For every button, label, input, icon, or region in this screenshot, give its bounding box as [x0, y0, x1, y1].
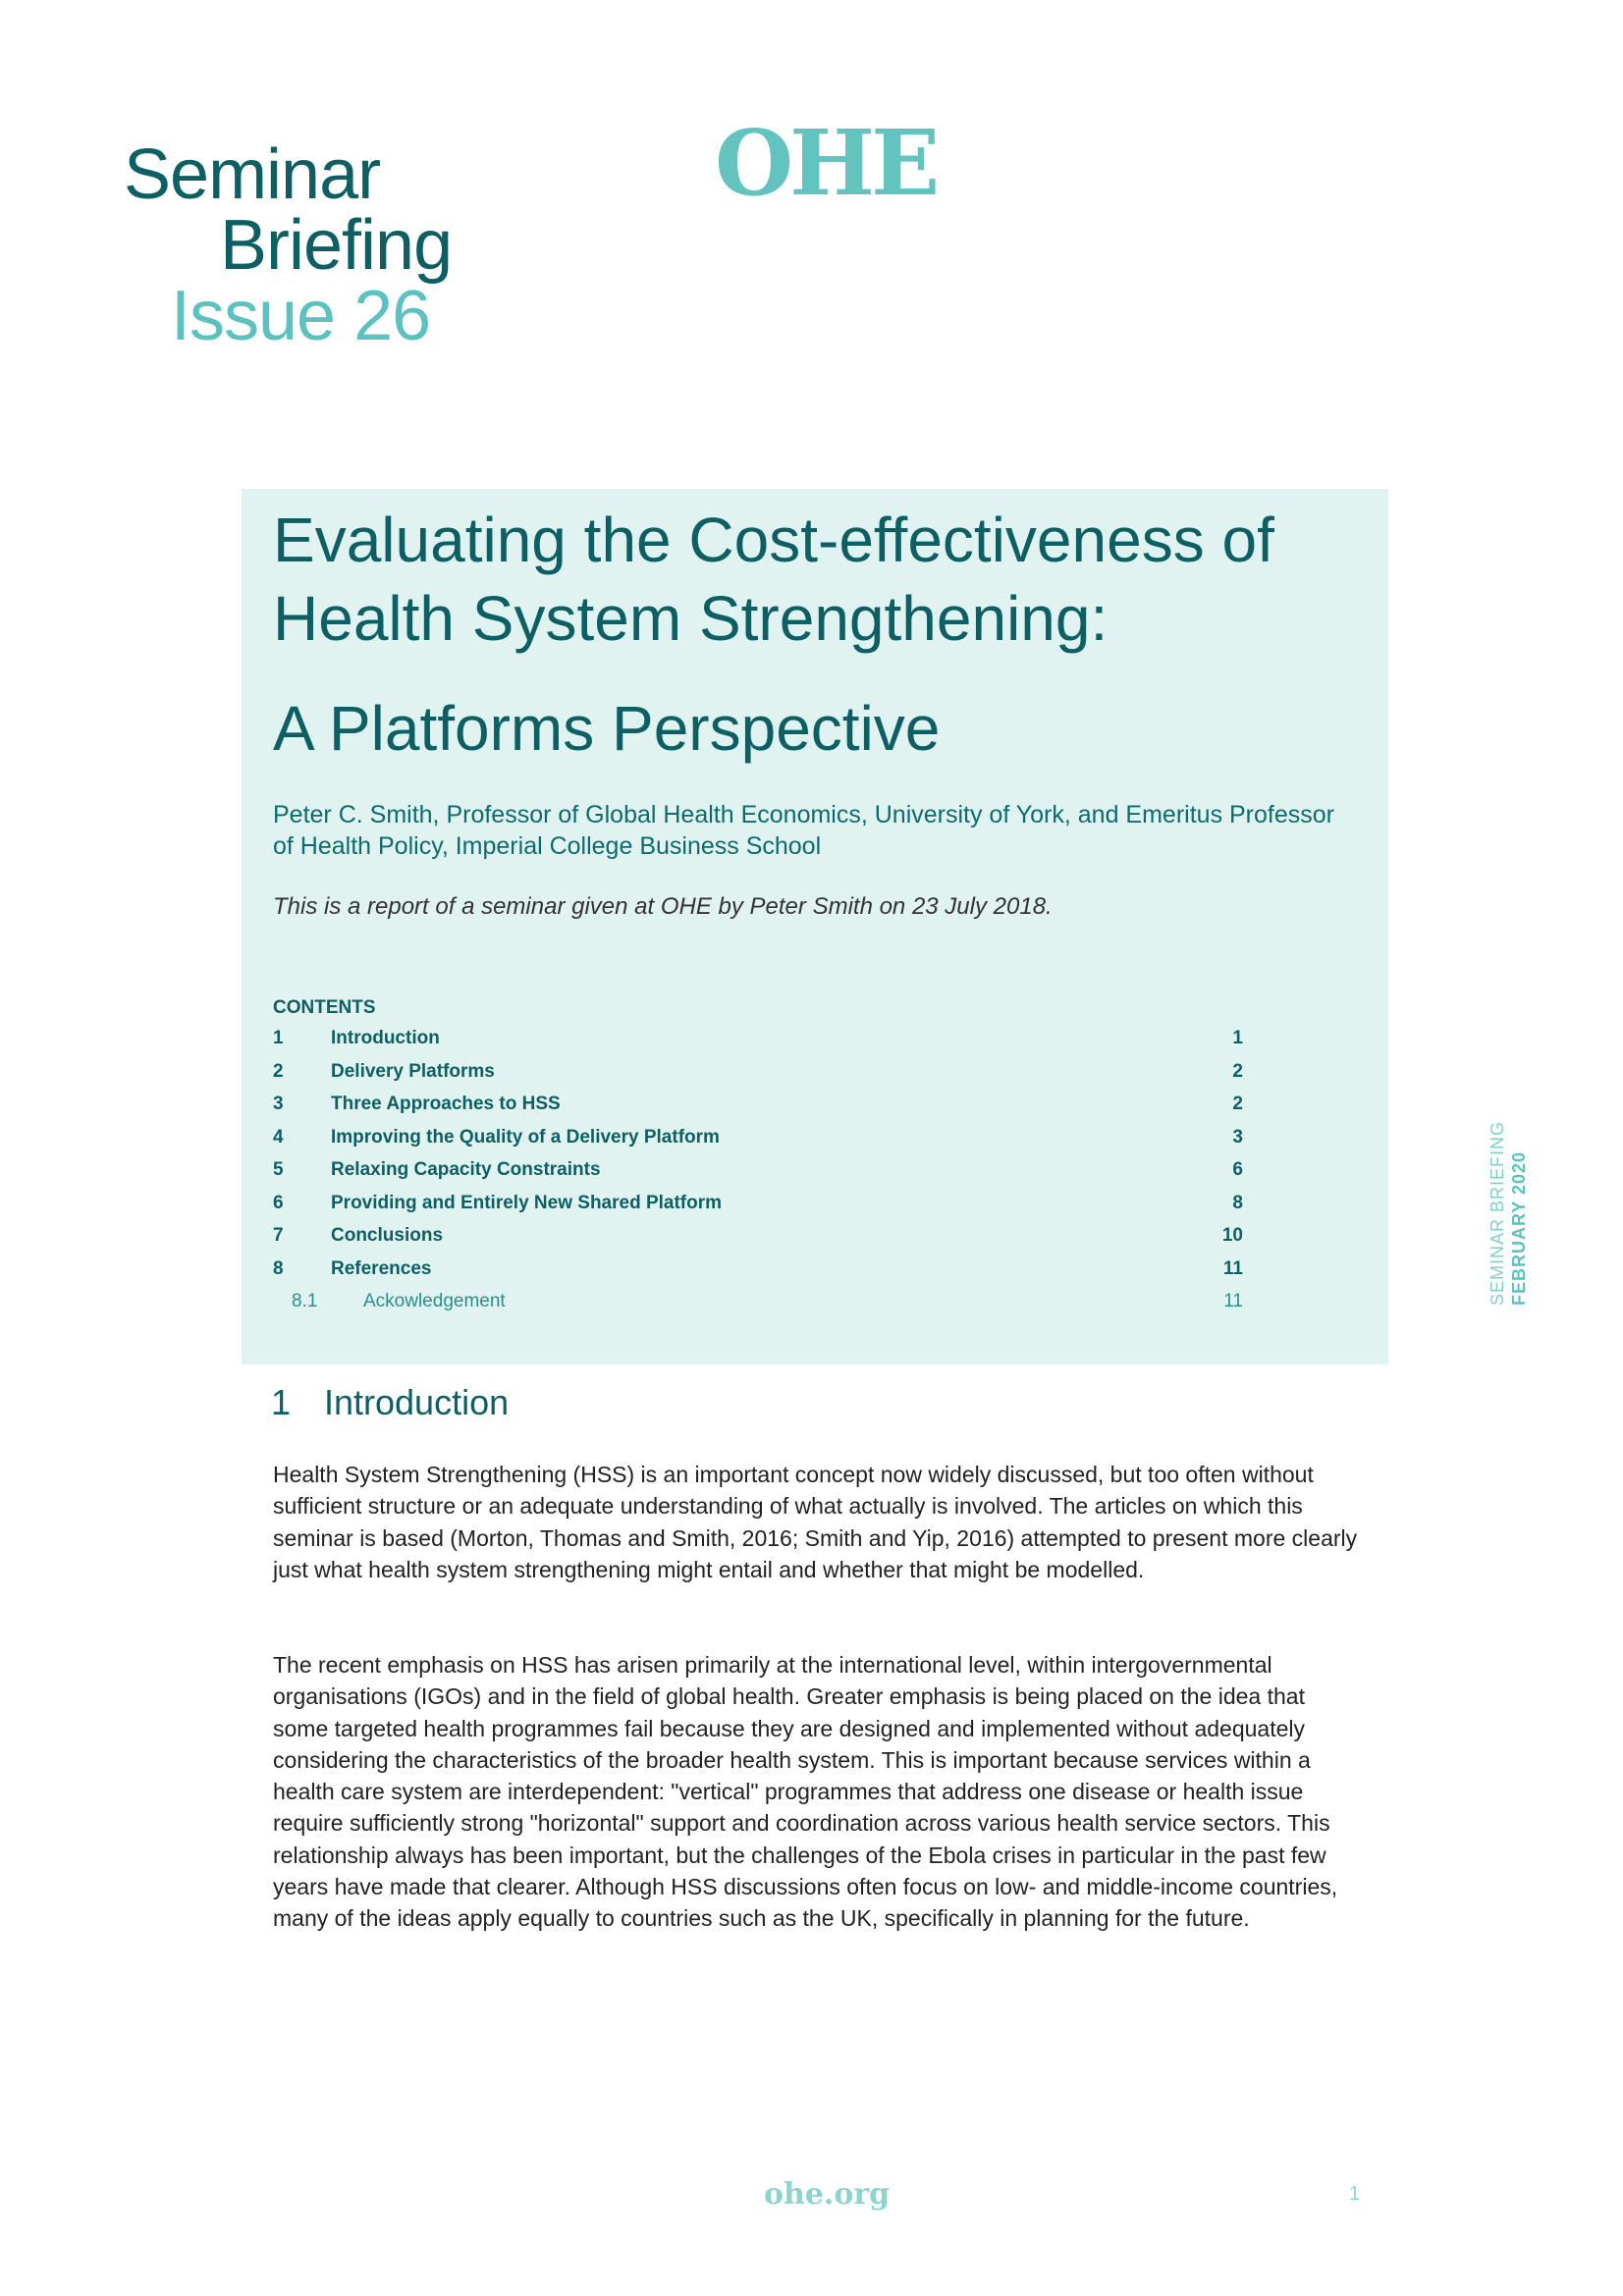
toc-entry-page: 8	[1232, 1192, 1243, 1213]
toc-entry-number: 2	[273, 1060, 284, 1082]
toc-entry-number: 4	[273, 1126, 284, 1148]
toc-entry[interactable]	[273, 1225, 1243, 1257]
toc-entry-label: Providing and Entirely New Shared Platform	[331, 1192, 723, 1213]
toc-entry-label: Three Approaches to HSS	[331, 1094, 561, 1114]
toc-entry-number: 6	[273, 1192, 284, 1213]
footer-url[interactable]: ohe.org	[764, 2177, 891, 2212]
toc-entry-number: 5	[273, 1159, 284, 1180]
toc-entry[interactable]	[273, 1094, 1243, 1126]
side-label-date: FEBRUARY 2020	[1509, 1150, 1529, 1306]
masthead-briefing: Briefing	[220, 206, 453, 285]
side-label	[1487, 1109, 1530, 1306]
intro-paragraph-2: The recent emphasis on HSS has arisen primarily at the international level, within intergovernmental organisations (IGOs) and in the field of global health. Greater emphasis is being placed on the idea that some targeted health programmes fail because they are designed and implemented without adequately considering the characteristics of the broader health system. This is important because services within a health care system are interdependent: "vertical" programmes that address one disease or health issue require sufficiently strong "horizontal" support and coordination across various health service sectors. This relationship always has been important, but the challenges of the Ebola crises in particular in the past few years have made that clearer. Although HSS discussions often focus on low- and middle-income countries, many of the ideas apply equally to countries such as the UK, specifically in planning for the future.	[273, 1652, 1338, 1932]
toc-entry-page: 2	[1232, 1094, 1243, 1114]
toc-entry-number: 3	[273, 1094, 284, 1114]
toc-entry[interactable]	[273, 1291, 1243, 1323]
toc-entry-page: 6	[1232, 1159, 1243, 1180]
toc-entry[interactable]	[273, 1159, 1243, 1192]
toc-entry-page: 1	[1232, 1028, 1243, 1048]
toc-entry[interactable]	[273, 1258, 1243, 1291]
toc-entry-number: 1	[273, 1028, 284, 1048]
toc-entry-label: Ackowledgement	[363, 1291, 506, 1311]
contents-heading: CONTENTS	[273, 997, 376, 1018]
toc-entry-label: Introduction	[331, 1028, 440, 1048]
toc-entry-page: 3	[1232, 1126, 1243, 1148]
toc-entry-page: 11	[1222, 1257, 1243, 1279]
author-line: Peter C. Smith, Professor of Global Health Economics, University of York, and Emeritus Professor of Health Policy, Imperial College Business School	[273, 801, 1334, 860]
masthead-seminar: Seminar	[124, 135, 381, 214]
page-number: 1	[1349, 2183, 1361, 2205]
toc-entry[interactable]	[273, 1127, 1243, 1159]
toc-entry[interactable]	[273, 1028, 1243, 1060]
side-label-series: SEMINAR BRIEFING	[1488, 1120, 1507, 1306]
toc-entry-page: 10	[1221, 1225, 1243, 1246]
ohe-logo: OHE	[715, 110, 937, 216]
toc-entry[interactable]	[273, 1061, 1243, 1094]
document-subtitle: A Platforms Perspective	[273, 693, 941, 764]
toc-entry-number: 8	[273, 1257, 284, 1279]
toc-entry-label: Conclusions	[331, 1225, 444, 1246]
toc-entry-number: 8.1	[292, 1291, 318, 1311]
section-number: 1	[271, 1382, 292, 1422]
toc-entry-label: Improving the Quality of a Delivery Platform	[331, 1126, 720, 1148]
toc-entry-label: Relaxing Capacity Constraints	[331, 1159, 601, 1180]
report-note: This is a report of a seminar given at OHE by Peter Smith on 23 July 2018.	[273, 893, 1053, 920]
toc-entry-page: 2	[1232, 1060, 1243, 1082]
intro-paragraph-1: Health System Strengthening (HSS) is an important concept now widely discussed, but too often without sufficient structure or an adequate understanding of what actually is involved. The articles on which this seminar is based (Morton, Thomas and Smith, 2016; Smith and Yip, 2016) attempted to present more clearly just what health system strengthening might entail and whether that might be modelled.	[273, 1462, 1358, 1582]
toc-entry-number: 7	[273, 1225, 284, 1246]
document-title: Evaluating the Cost-effectiveness of Health System Strengthening:	[273, 505, 1274, 654]
toc-entry[interactable]	[273, 1193, 1243, 1225]
section-title: Introduction	[324, 1382, 510, 1422]
toc-entry-label: References	[331, 1257, 432, 1279]
masthead-issue: Issue 26	[171, 277, 431, 355]
toc-entry-page: 11	[1223, 1291, 1243, 1311]
toc-entry-label: Delivery Platforms	[331, 1060, 495, 1082]
